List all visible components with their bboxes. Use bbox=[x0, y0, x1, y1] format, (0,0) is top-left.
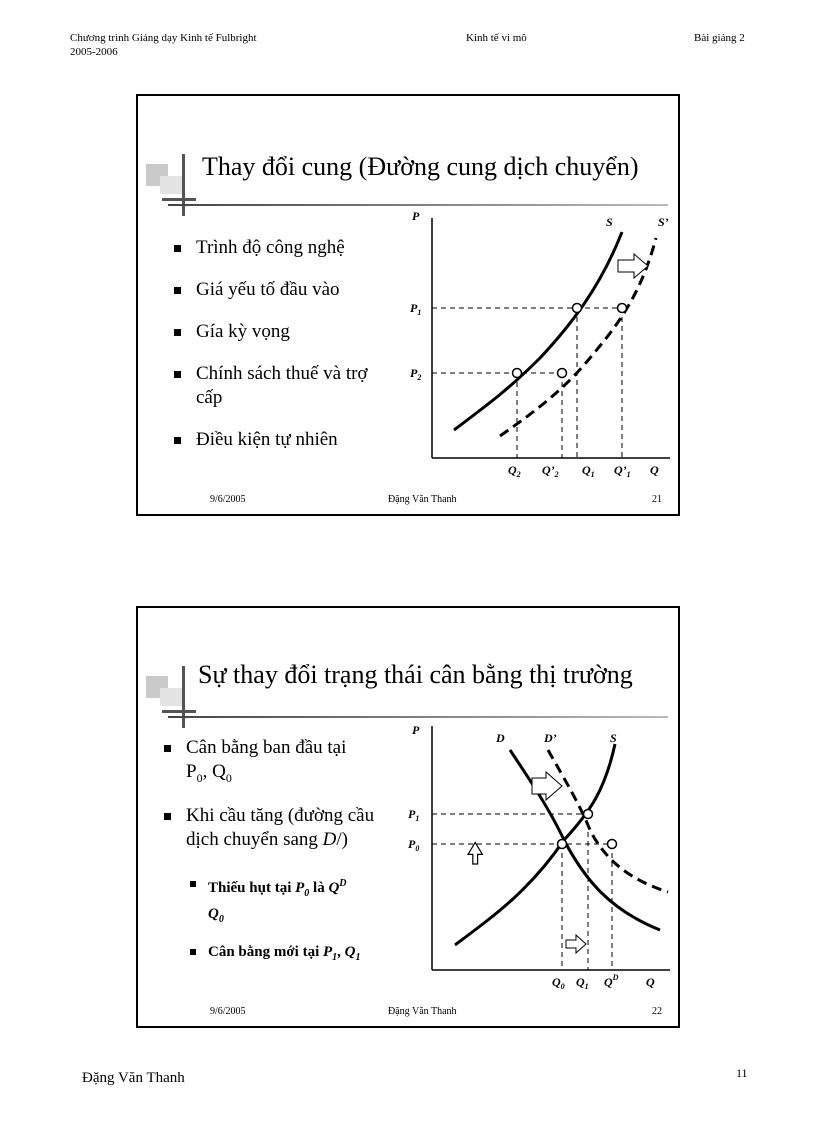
tick-q0: $Q_0$ bbox=[552, 975, 565, 991]
header-course: Chương trình Giảng dạy Kinh tế Fulbright bbox=[70, 32, 257, 44]
supply-curve-s bbox=[454, 232, 622, 430]
shift-arrow-icon bbox=[618, 254, 648, 278]
tick-q2: $Q_2$ bbox=[508, 463, 521, 479]
slide-author: Đặng Văn Thanh bbox=[388, 1006, 457, 1017]
point-qd bbox=[608, 840, 617, 849]
slide-number: 22 bbox=[652, 1006, 662, 1017]
bullet-item: Khi cầu tăng (đường cầu dịch chuyển sang D/) bbox=[164, 804, 404, 852]
sub-bullet-item: Cân bằng mới tại $P_1$, $Q_1$ bbox=[190, 942, 390, 968]
slide-title: Sự thay đổi trạng thái cân bằng thị trường bbox=[198, 660, 633, 689]
slide-date: 9/6/2005 bbox=[210, 494, 246, 505]
bullet-item: Giá yếu tố đầu vào bbox=[174, 278, 374, 302]
tick-q1: $Q_1$ bbox=[576, 975, 589, 991]
slide-author: Đặng Văn Thanh bbox=[388, 494, 457, 505]
quantity-right-arrow-icon bbox=[566, 935, 586, 953]
header-subject: Kinh tế vi mô bbox=[466, 32, 527, 44]
label-s: S bbox=[606, 215, 613, 229]
bullet-item: Điều kiện tự nhiên bbox=[174, 428, 374, 452]
demand-shift-arrow-icon bbox=[532, 772, 562, 800]
bullet-item: Gía kỳ vọng bbox=[174, 320, 374, 344]
bullet-item: Trình độ công nghệ bbox=[174, 236, 374, 260]
axis-label-p: P bbox=[412, 723, 420, 737]
supply-shift-graph bbox=[400, 208, 680, 488]
label-d-prime: D’ bbox=[544, 731, 557, 745]
bullet-list bbox=[174, 236, 374, 452]
axis-label-q: Q bbox=[650, 463, 659, 477]
tick-q1: $Q_1$ bbox=[582, 463, 595, 479]
slide-decoration bbox=[146, 154, 190, 196]
tick-p2: $P_2$ bbox=[410, 366, 422, 382]
slide-date: 9/6/2005 bbox=[210, 1006, 246, 1017]
slide-decoration bbox=[146, 666, 190, 708]
point-p1-q1 bbox=[573, 304, 582, 313]
tick-p1: $P_1$ bbox=[410, 301, 422, 317]
tick-qp1: $Q’_1$ bbox=[614, 463, 631, 479]
bullet-list bbox=[164, 736, 404, 862]
point-initial-equilibrium bbox=[558, 840, 567, 849]
page-author: Đặng Văn Thanh bbox=[82, 1070, 185, 1086]
demand-shift-graph bbox=[400, 720, 680, 1000]
price-up-arrow-icon bbox=[468, 842, 482, 864]
label-d: D bbox=[496, 731, 505, 745]
header-lecture: Bài giảng 2 bbox=[694, 32, 745, 44]
title-rule bbox=[168, 716, 668, 718]
bullet-item: Chính sách thuế và trợ cấp bbox=[174, 362, 374, 410]
demand-curve-d bbox=[510, 750, 660, 930]
slide-number: 21 bbox=[652, 494, 662, 505]
sub-bullet-list bbox=[190, 874, 390, 968]
page-number: 11 bbox=[736, 1066, 748, 1080]
tick-p0: $P_0$ bbox=[408, 837, 420, 853]
tick-qd: $Q^D$ bbox=[604, 973, 619, 989]
title-rule bbox=[168, 204, 668, 206]
axis-label-p: P bbox=[412, 209, 420, 223]
label-s-prime: S’ bbox=[658, 215, 669, 229]
sub-bullet-item: Thiếu hụt tại $P_0$ là $Q^D$ $Q_0$ bbox=[190, 874, 390, 930]
point-p2-qp2 bbox=[558, 369, 567, 378]
point-new-equilibrium bbox=[584, 810, 593, 819]
label-s: S bbox=[610, 731, 617, 745]
slide-21 bbox=[136, 94, 680, 516]
axis-label-q: Q bbox=[646, 975, 655, 989]
slide-title: Thay đổi cung (Đường cung dịch chuyển) bbox=[202, 152, 639, 181]
tick-qp2: $Q’_2$ bbox=[542, 463, 559, 479]
point-p1-qp1 bbox=[618, 304, 627, 313]
header-year: 2005-2006 bbox=[70, 46, 118, 58]
bullet-item: Cân bằng ban đầu tại $P_0$, $Q_0$ bbox=[164, 736, 404, 790]
tick-p1: $P_1$ bbox=[408, 807, 420, 823]
point-p2-q2 bbox=[513, 369, 522, 378]
slide-22 bbox=[136, 606, 680, 1028]
